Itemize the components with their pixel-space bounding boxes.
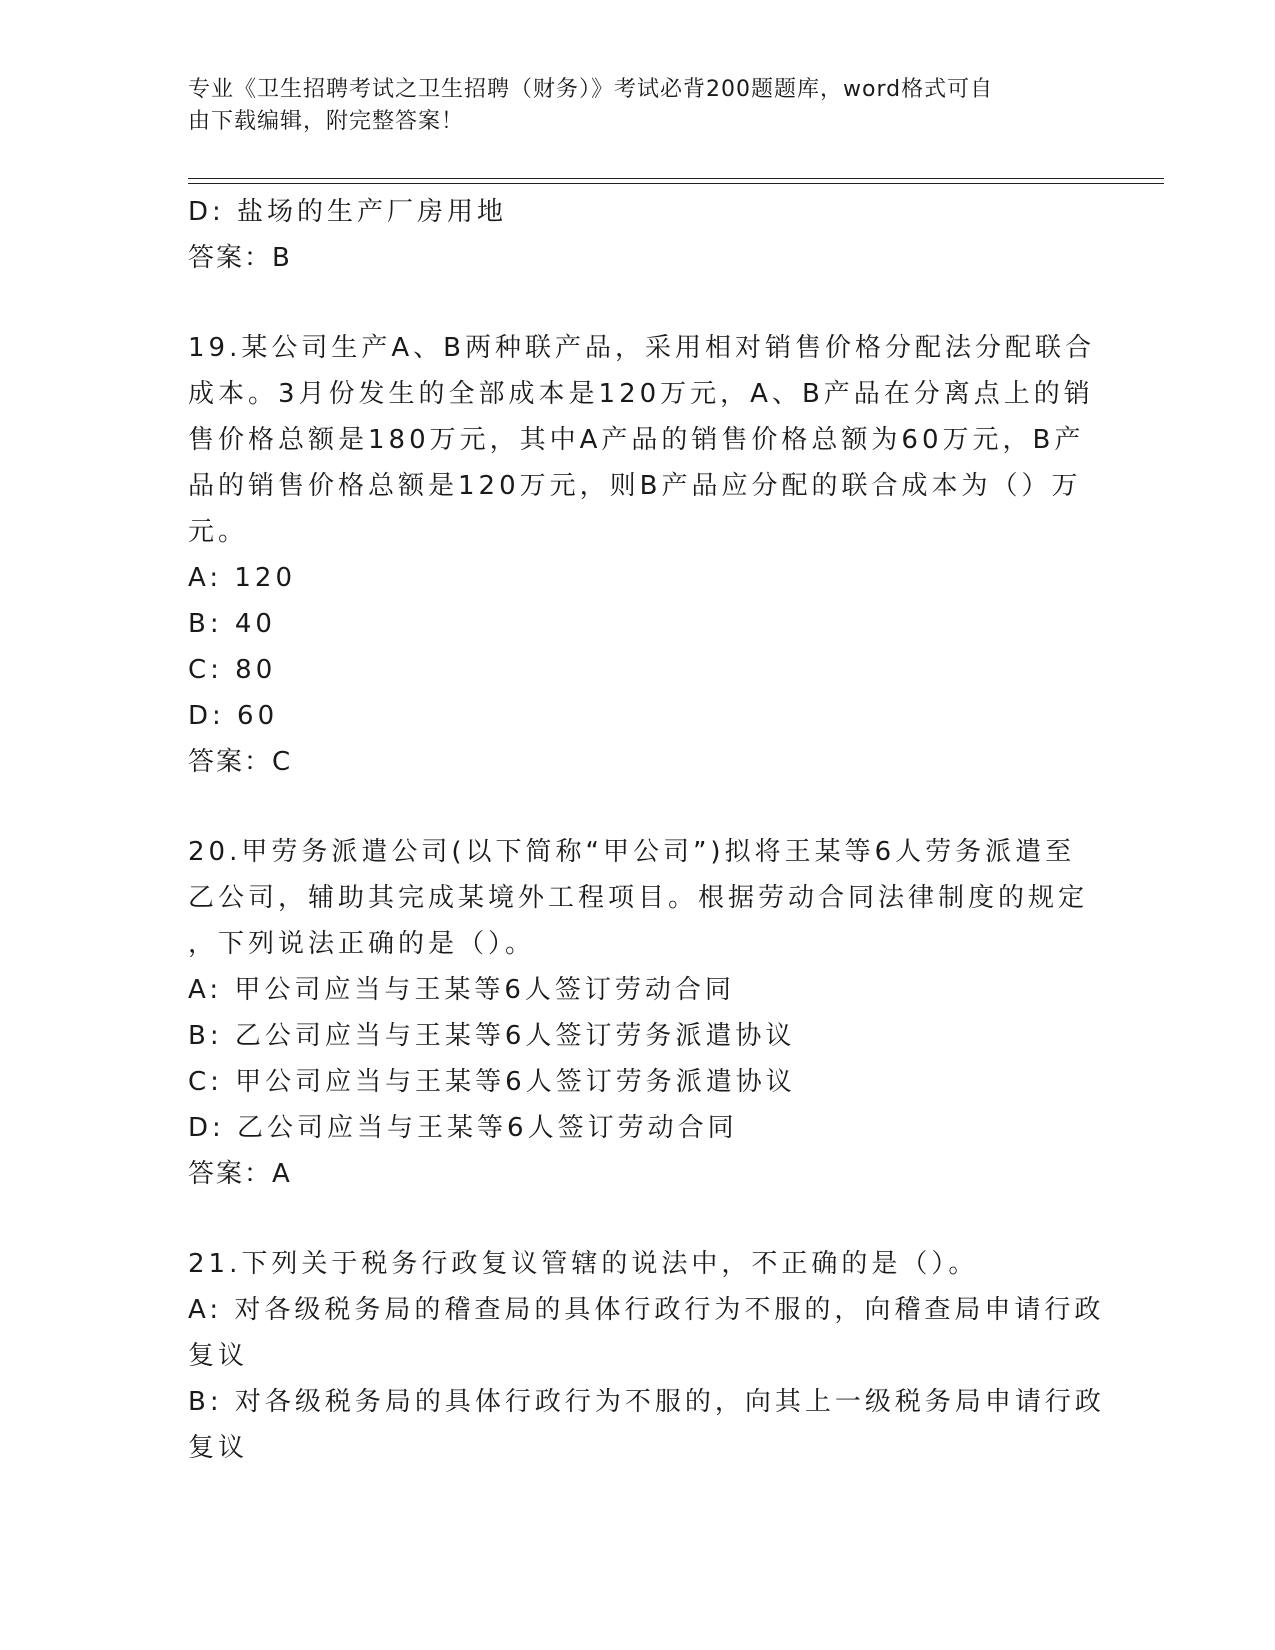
q19-text-line: 19.某公司生产A、B两种联产品，采用相对销售价格分配法分配联合 [188, 333, 1095, 363]
q20-option-a: A: 甲公司应当与王某等6人签订劳动合同 [188, 975, 735, 1005]
question-21 [188, 1241, 1105, 1471]
header-line-1: 专业《卫生招聘考试之卫生招聘（财务）》考试必背200题题库，word格式可自 [188, 77, 994, 102]
q20-text-line: 20.甲劳务派遣公司(以下简称“甲公司”)拟将王某等6人劳务派遣至 [188, 837, 1076, 867]
header-line-2: 由下载编辑，附完整答案！ [188, 109, 465, 134]
q19-text-line: 成本。3月份发生的全部成本是120万元，A、B产品在分离点上的销 [188, 379, 1094, 409]
header-rule-top [188, 178, 1164, 179]
header-rule-bottom [188, 183, 1164, 184]
q21-option-b: B: 对各级税务局的具体行政行为不服的，向其上一级税务局申请行政 [188, 1387, 1105, 1417]
q19-text-line: 品的销售价格总额是120万元，则B产品应分配的联合成本为（）万 [188, 471, 1082, 501]
q21-option-b-cont: 复议 [188, 1433, 249, 1463]
q20-text-line: ，下列说法正确的是（）。 [188, 929, 536, 959]
document-body [188, 189, 1105, 1471]
q20-option-b: B: 乙公司应当与王某等6人签订劳务派遣协议 [188, 1021, 796, 1051]
q19-option-a: A: 120 [188, 563, 296, 593]
q20-option-c: C: 甲公司应当与王某等6人签订劳务派遣协议 [188, 1067, 796, 1097]
q19-option-c: C: 80 [188, 655, 277, 685]
q19-text-line: 售价格总额是180万元，其中A产品的销售价格总额为60万元，B产 [188, 425, 1085, 455]
q19-option-d: D: 60 [188, 701, 279, 731]
q20-option-d: D: 乙公司应当与王某等6人签订劳动合同 [188, 1113, 738, 1143]
document-header [188, 74, 1068, 138]
q19-text-line: 元。 [188, 517, 249, 547]
q20-answer: 答案：A [188, 1159, 292, 1189]
q21-option-a-cont: 复议 [188, 1341, 249, 1371]
prev-option-d: D: 盐场的生产厂房用地 [188, 197, 508, 227]
question-19 [188, 325, 1095, 785]
q20-text-line: 乙公司，辅助其完成某境外工程项目。根据劳动合同法律制度的规定 [188, 883, 1089, 913]
question-20 [188, 829, 1088, 1197]
q19-answer: 答案：C [188, 747, 293, 777]
prev-answer: 答案：B [188, 243, 292, 273]
q21-option-a: A: 对各级税务局的稽查局的具体行政行为不服的，向稽查局申请行政 [188, 1295, 1105, 1325]
q21-text-line: 21.下列关于税务行政复议管辖的说法中，不正确的是（）。 [188, 1249, 979, 1279]
q19-option-b: B: 40 [188, 609, 276, 639]
